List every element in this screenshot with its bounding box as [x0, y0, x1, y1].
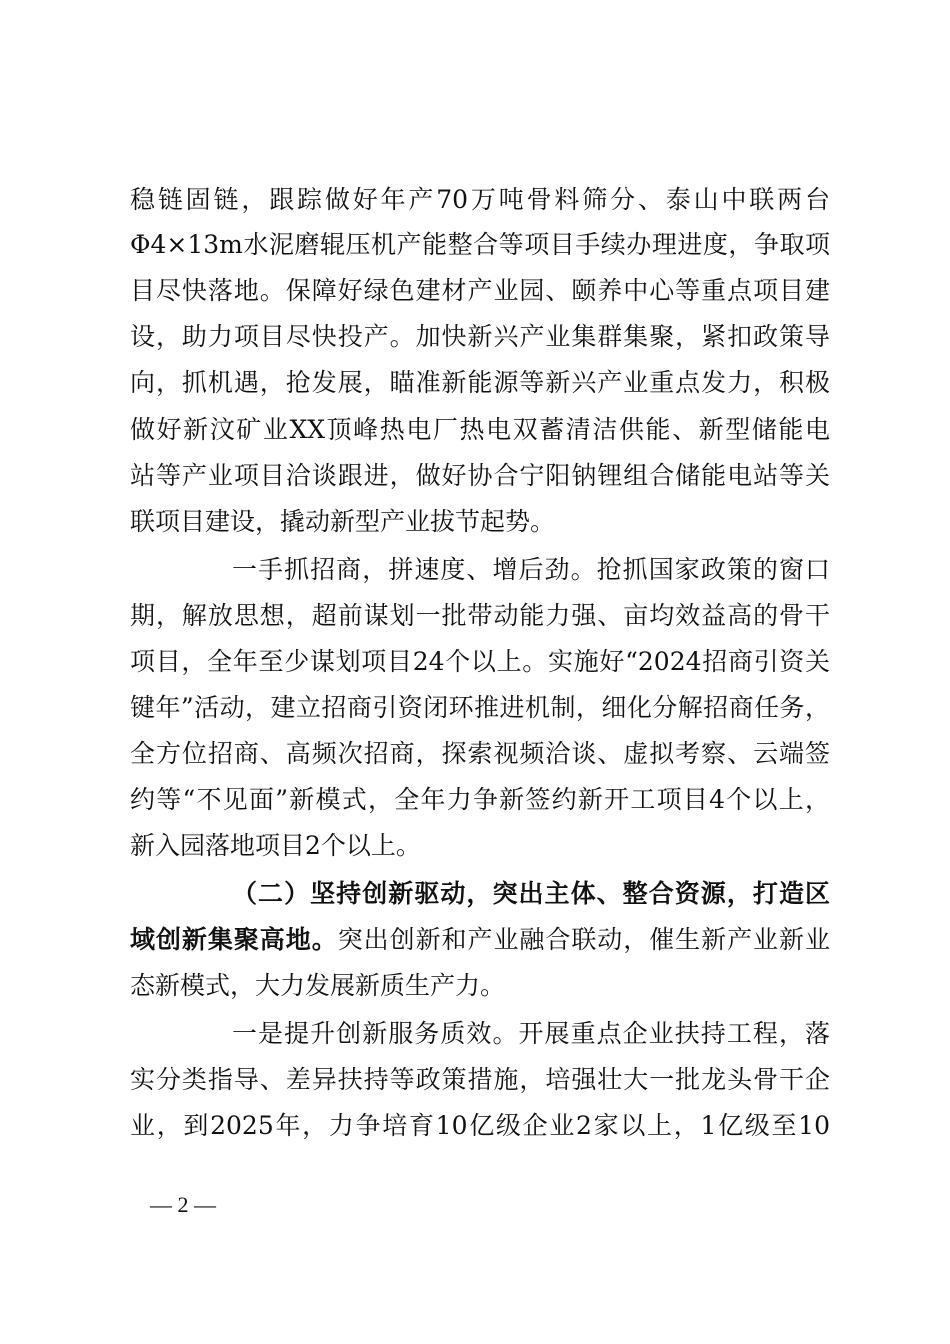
paragraph-2-line-7: 新入园落地项目2个以上。: [130, 831, 421, 860]
paragraph-1-line-2: Φ4×13m水泥磨辊压机产能整合等项目手续办理进度，争取项: [130, 230, 830, 259]
paragraph-2-line-5: 全方位招商、高频次招商，探索视频洽谈、虚拟考察、云端签: [130, 739, 830, 768]
paragraph-1-line-7: 站等产业项目洽谈跟进，做好协合宁阳钠锂组合储能电站等关: [130, 461, 830, 490]
paragraph-2-line-6: 约等“不见面”新模式，全年力争新签约新开工项目4个以上，: [130, 785, 830, 814]
paragraph-3-line-3: 态新模式，大力发展新质生产力。: [130, 971, 506, 1000]
paragraph-1-line-8: 联项目建设，撬动新型产业拔节起势。: [130, 507, 556, 536]
paragraph-1-line-6: 做好新汶矿业XX顶峰热电厂热电双蓄清洁供能、新型储能电: [130, 415, 830, 444]
section-heading-body: 突出创新和产业融合联动，催生新产业新业: [337, 925, 830, 954]
paragraph-1-line-5: 向，抓机遇，抢发展，瞄准新能源等新兴产业重点发力，积极: [130, 368, 830, 397]
page-number: — 2 —: [150, 1192, 216, 1217]
paragraph-4-line-1: 一是提升创新服务质效。开展重点企业扶持工程，落: [232, 1019, 830, 1048]
paragraph-1-line-4: 设，助力项目尽快投产。加快新兴产业集群集聚，紧扣政策导: [130, 322, 830, 351]
paragraph-4-line-3: 业，到2025年，力争培育10亿级企业2家以上，1亿级至10: [130, 1111, 830, 1140]
paragraph-1-line-1: 稳链固链，跟踪做好年产70万吨骨料筛分、泰山中联两台: [130, 185, 830, 214]
paragraph-2-line-4: 键年”活动，建立招商引资闭环推进机制，细化分解招商任务，: [130, 693, 830, 722]
paragraph-2-line-3: 项目，全年至少谋划项目24个以上。实施好“2024招商引资关: [130, 647, 830, 676]
paragraph-4-line-2: 实分类指导、差异扶持等政策措施，培强壮大一批龙头骨干企: [130, 1065, 830, 1094]
section-heading-line-2: [130, 920, 830, 960]
section-heading-line-1: （二）坚持创新驱动，突出主体、整合资源，打造区: [232, 879, 830, 908]
paragraph-1-line-3: 目尽快落地。保障好绿色建材产业园、颐养中心等重点项目建: [130, 276, 830, 305]
section-heading-text: 域创新集聚高地。: [130, 925, 338, 954]
paragraph-2-line-2: 期，解放思想，超前谋划一批带动能力强、亩均效益高的骨干: [130, 601, 830, 630]
paragraph-2-line-1: 一手抓招商，拼速度、增后劲。抢抓国家政策的窗口: [232, 555, 830, 584]
